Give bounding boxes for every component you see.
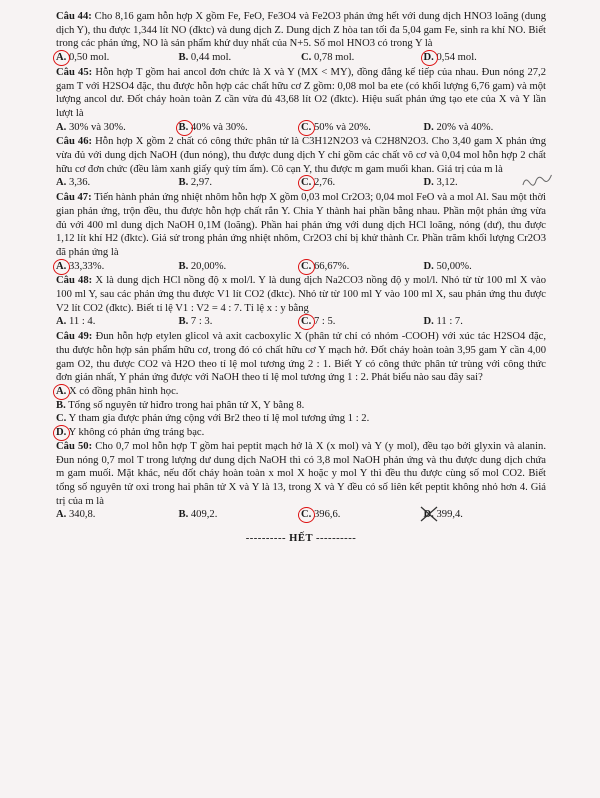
option-a[interactable]: A. 30% và 30%.	[56, 121, 126, 133]
question-number: Câu 46:	[56, 136, 93, 148]
answer-options	[56, 176, 546, 190]
option-b[interactable]: B. 40% và 30%.	[179, 121, 302, 135]
option-b[interactable]: B. 7 : 3.	[178, 316, 213, 328]
answer-options	[56, 121, 546, 135]
question-44	[56, 10, 546, 65]
answer-options	[56, 315, 546, 329]
question-50	[56, 440, 546, 522]
question-text: Cho 0,7 mol hỗn hợp T gồm hai peptit mạch hở là X (x mol) và Y (y mol), đều tạo bởi glyxin và alanin. Đun nóng 0,7 mol T trong lượng dư dung dịch NaOH thì có 3,8 mol NaOH phản ứng và thu được dung dịch chứa m gam muối. Mặt khác, nếu đốt cháy hoàn toàn x mol X hoặc y mol Y thì đều thu được cùng số mol CO2. Biết tổng số nguyên tử oxi trong hai phân tử X và Y là 13, trong X và Y đều có số liên kết peptit không nhỏ hơn 4. Giá trị của m là	[56, 440, 546, 507]
option-d[interactable]: D. 3,12.	[424, 176, 547, 190]
option-a[interactable]: A. 11 : 4.	[56, 316, 96, 328]
option-c[interactable]: C. 66,67%.	[301, 260, 424, 274]
question-number: Câu 48:	[56, 275, 93, 287]
option-d[interactable]: D. Y không có phản ứng tráng bạc.	[56, 426, 546, 440]
option-b[interactable]: B. Tổng số nguyên tử hiđro trong hai phân tử X, Y bằng 8.	[56, 399, 305, 411]
question-text: Hỗn hợp T gồm hai ancol đơn chức là X và Y (MX < MY), đồng đẳng kế tiếp của nhau. Đun nóng 27,2 gam T với H2SO4 đặc, thu được hỗn hợp các chất hữu cơ Z gồm: 0,08 mol ba ete (có khối lượng 6,76 gam) và một lượng ancol dư. Đốt cháy hoàn toàn Z cần vừa đủ 43,68 lít O2 (đktc). Hiệu suất phản ứng tạo ete của X và Y lần lượt là	[56, 66, 547, 119]
question-text: Đun hỗn hợp etylen glicol và axit cacboxylic X (phân tử chỉ có nhóm -COOH) với xúc tác H2SO4 đặc, thu được hỗn hợp sản phẩm hữu cơ, trong đó có chất hữu cơ Y mạch hở. Đốt cháy hoàn toàn 3,95 gam Y cần 4,00 gam O2, thu được CO2 và H2O theo tỉ lệ mol tương ứng 2 : 1. Biết Y có công thức phân tử trùng với công thức đơn giản nhất, Y phản ứng được với NaOH theo tỉ lệ mol tương ứng 1 : 2. Phát biểu nào sau đây sai?	[56, 331, 546, 384]
question-text: Hỗn hợp X gồm 2 chất có công thức phân tử là C3H12N2O3 và C2H8N2O3. Cho 3,40 gam X phản ứng vừa đủ với dung dịch NaOH (đun nóng), thu được dung dịch Y chỉ gồm các chất vô cơ và 0,04 mol hỗn hợp 2 chất hữu cơ đơn chức (đều làm xanh giấy quỳ tím ẩm). Cô cạn Y, thu được m gam muối khan. Giá trị của m là	[56, 136, 547, 175]
question-46	[56, 135, 546, 190]
option-b[interactable]: B. 20,00%.	[178, 260, 227, 272]
option-b[interactable]: B. 2,97.	[178, 177, 213, 189]
option-d[interactable]: D. 20% và 40%.	[423, 121, 494, 133]
question-text: Tiến hành phản ứng nhiệt nhôm hỗn hợp X gồm 0,03 mol Cr2O3; 0,04 mol FeO và a mol Al. Sau một thời gian phản ứng, trộn đều, thu được hỗn hợp chất rắn Y. Chia Y thành hai phần bằng nhau. Phần một phản ứng vừa đủ với 400 ml dung dịch NaOH 0,1M (loãng). Phần hai phản ứng với dung dịch HCl loãng, nóng (dư), thu được 1,12 lít khí H2 (đktc). Giả sử trong phản ứng nhiệt nhôm, Cr2O3 chỉ bị khử thành Cr. Phần trăm khối lượng Cr2O3 đã phản ứng là	[56, 192, 546, 258]
option-a[interactable]: A. 340,8.	[56, 509, 96, 521]
option-b[interactable]: B. 409,2.	[178, 509, 218, 521]
option-a[interactable]: A. 0,50 mol.	[56, 51, 179, 65]
option-d[interactable]: D. 50,00%.	[423, 260, 472, 272]
option-a[interactable]: A. 3,36.	[56, 177, 91, 189]
option-c[interactable]: C. 0,78 mol.	[301, 52, 355, 64]
answer-options	[56, 385, 546, 440]
end-of-exam-footer: ---------- HẾT ----------	[245, 533, 357, 545]
question-number: Câu 45:	[56, 66, 93, 78]
question-number: Câu 44:	[56, 11, 92, 22]
answer-options	[56, 51, 546, 65]
question-48	[56, 274, 546, 329]
question-number: Câu 50:	[56, 440, 93, 452]
question-45	[56, 66, 546, 135]
question-47	[56, 191, 546, 273]
question-49	[56, 330, 546, 440]
question-number: Câu 49:	[56, 331, 93, 343]
option-c[interactable]: C. Y tham gia được phản ứng cộng với Br2 theo tỉ lệ mol tương ứng 1 : 2.	[56, 413, 370, 425]
option-a[interactable]: A. 33,33%.	[56, 260, 179, 274]
option-b[interactable]: B. 0,44 mol.	[178, 52, 232, 64]
option-d[interactable]: D. 11 : 7.	[423, 316, 463, 328]
option-d[interactable]: D. 399,4.	[424, 508, 547, 522]
option-d[interactable]: D. 0,54 mol.	[424, 51, 547, 65]
option-c[interactable]: C. 7 : 5.	[301, 315, 424, 329]
question-text: Cho 8,16 gam hỗn hợp X gồm Fe, FeO, Fe3O4 và Fe2O3 phản ứng hết với dung dịch HNO3 loãng (dung dịch Y), thu được 1,344 lít NO (đktc) và dung dịch Z. Dung dịch Z hòa tan tối đa 5,04 gam Fe, sinh ra khí NO. Biết trong các phản ứng, NO là sản phẩm khử duy nhất của N+5. Số mol HNO3 có trong Y là	[56, 11, 546, 50]
option-c[interactable]: C. 50% và 20%.	[301, 121, 424, 135]
question-text: X là dung dịch HCl nồng độ x mol/l. Y là dung dịch Na2CO3 nồng độ y mol/l. Nhỏ từ từ 100 ml X vào 100 ml Y, sau các phản ứng thu được V1 lít CO2 (đktc). Nhỏ từ từ 100 ml Y vào 100 ml X, sau phản ứng thu được V2 lít CO2 (đktc). Biết tỉ lệ V1 : V2 = 4 : 7. Tỉ lệ x : y bằng	[56, 275, 546, 314]
question-number: Câu 47:	[56, 192, 92, 204]
option-c[interactable]: C. 396,6.	[301, 508, 424, 522]
exam-page	[56, 10, 546, 546]
option-c[interactable]: C. 2,76.	[301, 176, 424, 190]
option-a[interactable]: A. X có đồng phân hình học.	[56, 385, 546, 399]
answer-options	[56, 260, 546, 274]
answer-options	[56, 508, 546, 522]
